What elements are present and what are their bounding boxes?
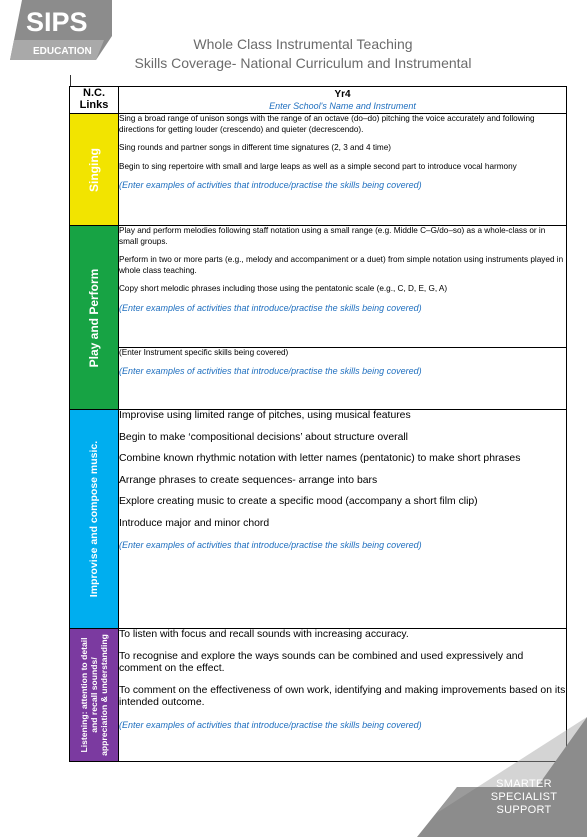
play-row [70, 226, 567, 348]
listening-skill: To comment on the effectiveness of own work, identifying and making improvements based on its intended outcome. [119, 684, 566, 708]
footer-line: SPECIALIST [490, 791, 558, 803]
improvise-skill: Improvise using limited range of pitches, using musical features [119, 410, 411, 421]
singing-row [70, 114, 567, 226]
improvise-skill: Arrange phrases to create sequences- arrange into bars [119, 474, 378, 486]
smarter-specialist-support [479, 778, 569, 817]
improvise-label: Improvise and compose music. [88, 440, 100, 598]
listening-label-line: and recall sounds/ [89, 657, 99, 733]
page-subtitle: Skills Coverage- National Curriculum and Instrumental [134, 55, 472, 71]
singing-content [119, 114, 567, 226]
listening-label [79, 634, 109, 756]
page-title: Whole Class Instrumental Teaching [193, 36, 413, 52]
skills-coverage-table [69, 86, 567, 762]
footer-line: SMARTER [496, 778, 552, 790]
year-header [119, 87, 567, 114]
corner-banner [417, 717, 587, 837]
singing-example-placeholder[interactable]: (Enter examples of activities that introduce/practise the skills being covered) [119, 180, 422, 190]
improvise-row [70, 410, 567, 629]
listening-skill: To listen with focus and recall sounds with increasing accuracy. [119, 629, 409, 640]
singing-label-cell [70, 114, 119, 226]
play-example2-placeholder[interactable]: (Enter examples of activities that introduce/practise the skills being covered) [119, 366, 422, 377]
play-skill: Copy short melodic phrases including those using the pentatonic scale (e.g., C, D, E, G, A) [119, 284, 448, 293]
school-name-placeholder[interactable]: Enter School's Name and Instrument [269, 101, 416, 111]
singing-label: Singing [87, 147, 101, 192]
improvise-skill: Combine known rhythmic notation with letter names (pentatonic) to make short phrases [119, 453, 521, 464]
footer-line: SUPPORT [496, 804, 552, 816]
singing-skill: Begin to sing repertoire with small and large leaps as well as a simple second part to introduce vocal harmony [119, 161, 517, 171]
improvise-label-cell [70, 410, 119, 629]
listening-skill: To recognise and explore the ways sounds can be combined and used expressively and comment on the effect. [119, 650, 524, 674]
play-instrument-content [119, 347, 567, 409]
singing-skill: Sing rounds and partner songs in different time signatures (2, 3 and 4 time) [119, 143, 392, 152]
listening-label-line: appreciation & understanding [99, 634, 109, 756]
play-skill: Play and perform melodies following staff notation using a small range (e.g. Middle C–G/do–so) as a whole-class or in small groups. [119, 226, 546, 246]
improvise-skill: Begin to make ‘compositional decisions’ about structure overall [119, 431, 408, 443]
play-label-cell [70, 226, 119, 410]
play-example-placeholder[interactable]: (Enter examples of activities that introduce/practise the skills being covered) [119, 302, 422, 313]
listening-label-cell [70, 629, 119, 762]
instrument-note[interactable]: (Enter Instrument specific skills being covered) [119, 347, 289, 357]
nc-links-header: N.C. Links [70, 87, 119, 114]
improvise-example-placeholder[interactable]: (Enter examples of activities that introduce/practise the skills being covered) [119, 540, 422, 550]
play-label: Play and Perform [87, 268, 101, 367]
year-label: Yr4 [334, 89, 351, 100]
improvise-skill: Introduce major and minor chord [119, 517, 270, 529]
play-skill: Perform in two or more parts (e.g., melody and accompaniment or a duet) from simple notation using instruments played in whole class teaching. [119, 255, 564, 275]
play-instrument-row [70, 347, 567, 409]
play-content [119, 226, 567, 348]
listening-label-line: Listening: attention to detail [79, 637, 89, 753]
improvise-content [119, 410, 567, 629]
logo-sips-text: SIPS [26, 7, 88, 37]
singing-skill: Sing a broad range of unison songs with the range of an octave (do–do) pitching the voice accurately and following directions for getting louder (crescendo) and quieter (decrescendo). [119, 114, 535, 134]
improvise-skill: Explore creating music to create a specific mood (accompany a short film clip) [119, 496, 478, 507]
logo-education-text: EDUCATION [33, 46, 92, 57]
listening-example-placeholder[interactable]: (Enter examples of activities that introduce/practise the skills being covered) [119, 719, 422, 730]
table-header-row [70, 87, 567, 114]
